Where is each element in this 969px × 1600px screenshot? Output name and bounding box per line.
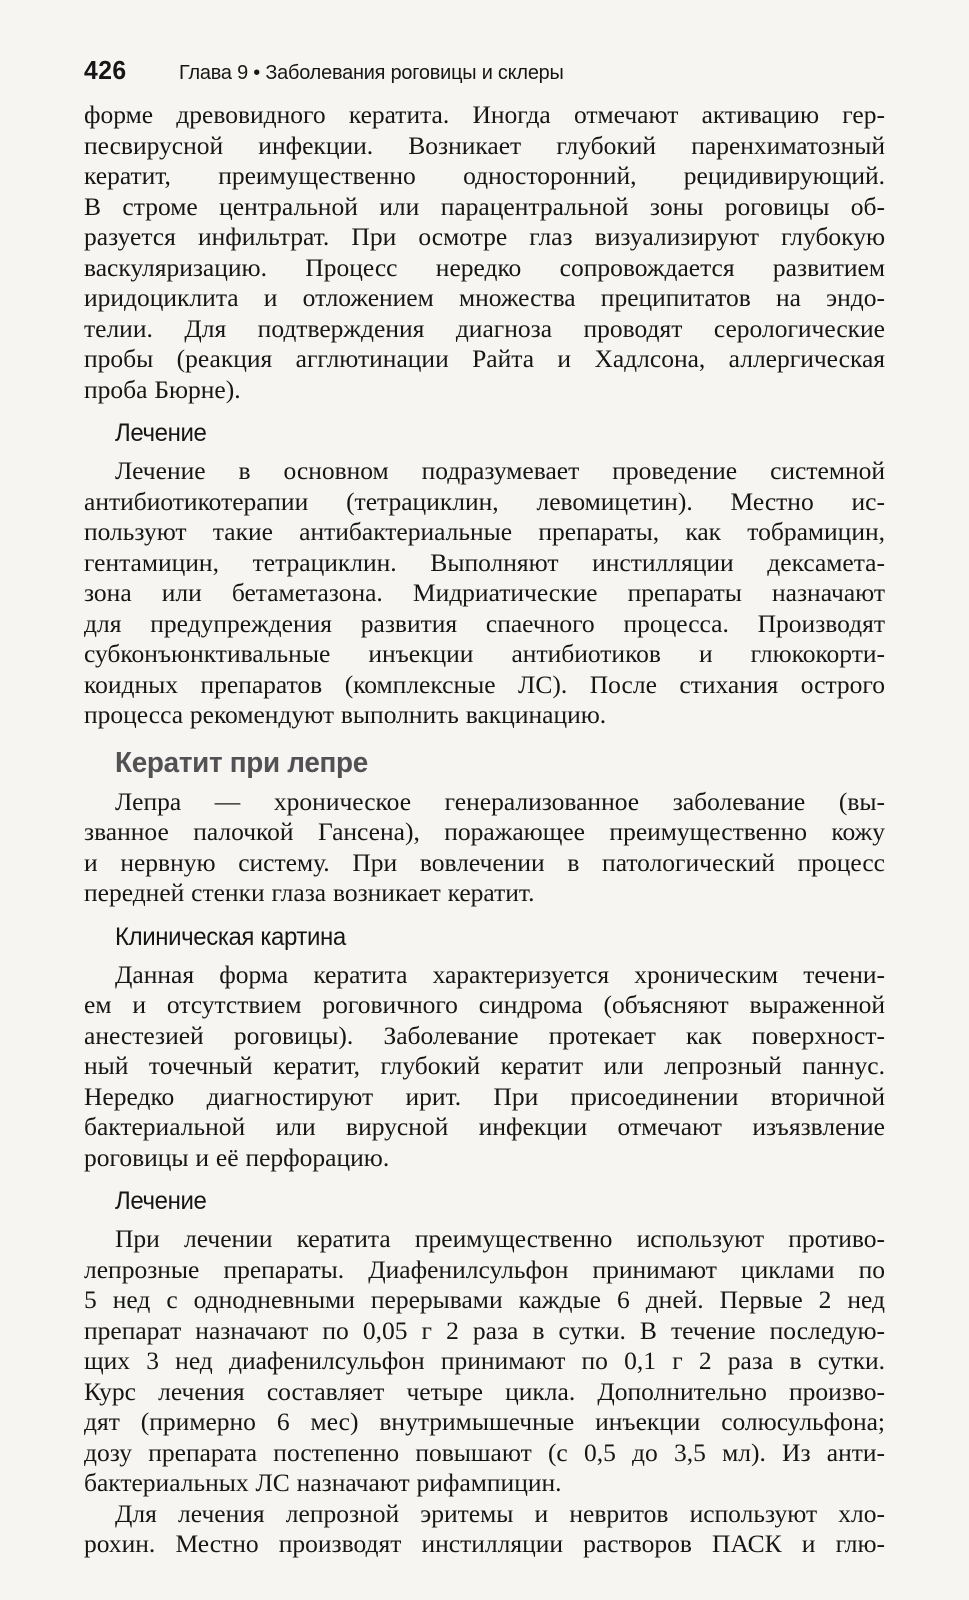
text-line: ный точечный кератит, глубокий кератит или лепрозный паннус. bbox=[84, 1051, 885, 1080]
text-line: роговицы и её перфорацию. bbox=[84, 1142, 390, 1172]
text-line: 5 нед с однодневными перерывами каждые 6 дней. Первые 2 нед bbox=[84, 1285, 885, 1314]
text-line: антибиотикотерапии (тетрациклин, левомицетин). Местно ис- bbox=[84, 486, 885, 516]
text-line: телии. Для подтверждения диагноза проводят серологические bbox=[84, 313, 885, 343]
page-number: 426 bbox=[84, 55, 127, 85]
text-line: лепрозные препараты. Диафенилсульфон принимают циклами по bbox=[84, 1254, 885, 1284]
text-line: васкуляризацию. Процесс нередко сопровождается развитием bbox=[84, 252, 885, 282]
subheading: Лечение bbox=[115, 419, 207, 447]
text-line: препарат назначают по 0,05 г 2 раза в сутки. В течение последую- bbox=[84, 1315, 885, 1345]
text-line: иридоциклита и отложением множества преципитатов на эндо- bbox=[84, 283, 885, 312]
text-line: Курс лечения составляет четыре цикла. Дополнительно произво- bbox=[84, 1376, 885, 1406]
text-line: разуется инфильтрат. При осмотре глаз визуализируют глубокую bbox=[84, 222, 885, 251]
text-line: проба Бюрне). bbox=[84, 374, 241, 404]
text-line: гентамицин, тетрациклин. Выполняют инстилляции дексамета- bbox=[84, 547, 885, 577]
text-line: В строме центральной или парацентральной зоны роговицы об- bbox=[84, 191, 885, 221]
text-line: зона или бетаметазона. Мидриатические препараты назначают bbox=[84, 578, 885, 607]
text-line: и нервную систему. При вовлечении в патологический процесс bbox=[84, 847, 885, 877]
text-line: передней стенки глаза возникает кератит. bbox=[84, 878, 535, 907]
text-line: званное палочкой Гансена), поражающее преимущественно кожу bbox=[84, 817, 885, 846]
text-line: пробы (реакция агглютинации Райта и Хадлсона, аллергическая bbox=[84, 344, 885, 373]
text-line: Лечение в основном подразумевает проведение системной bbox=[115, 456, 885, 485]
text-line: кератит, преимущественно односторонний, рецидивирующий. bbox=[84, 161, 885, 190]
text-line: ем и отсутствием роговичного синдрома (объясняют выраженной bbox=[84, 990, 885, 1019]
text-line: форме древовидного кератита. Иногда отмечают активацию гер- bbox=[84, 100, 885, 129]
text-line: щих 3 нед диафенилсульфон принимают по 0,1 г 2 раза в сутки. bbox=[84, 1346, 885, 1375]
text-line: бактериальных ЛС назначают рифампицин. bbox=[84, 1468, 562, 1497]
paragraph bbox=[84, 960, 885, 1174]
text-line: процесса рекомендуют выполнить вакцинацию. bbox=[84, 700, 607, 729]
text-line: Для лечения лепрозной эритемы и невритов используют хло- bbox=[115, 1498, 885, 1528]
subheading: Клиническая картина bbox=[115, 922, 346, 951]
paragraph bbox=[84, 456, 885, 731]
paragraph bbox=[84, 787, 885, 909]
page-content bbox=[84, 100, 885, 1560]
text-line: дозу препарата постепенно повышают (с 0,5 до 3,5 мл). Из анти- bbox=[84, 1437, 885, 1467]
running-header bbox=[84, 55, 885, 85]
text-line: субконъюнктивальные инъекции антибиотиков и глюкокорти- bbox=[84, 639, 885, 668]
text-line: Нередко диагностируют ирит. При присоединении вторичной bbox=[84, 1081, 885, 1111]
section-heading: Кератит при лепре bbox=[115, 746, 368, 779]
text-line: рохин. Местно производят инстилляции растворов ПАСК и глю- bbox=[84, 1529, 885, 1558]
subheading: Лечение bbox=[115, 1187, 207, 1215]
paragraph bbox=[84, 1499, 885, 1560]
text-line: песвирусной инфекции. Возникает глубокий паренхиматозный bbox=[84, 130, 885, 160]
text-line: анестезией роговицы). Заболевание протекает как поверхност- bbox=[84, 1020, 885, 1050]
text-line: Данная форма кератита характеризуется хроническим течени- bbox=[115, 959, 885, 989]
paragraph bbox=[84, 100, 885, 405]
text-line: коидных препаратов (комплексные ЛС). После стихания острого bbox=[84, 669, 885, 699]
chapter-title: Глава 9 • Заболевания роговицы и склеры bbox=[178, 61, 564, 84]
text-line: Лепра — хроническое генерализованное заболевание (вы- bbox=[115, 786, 885, 816]
text-line: бактериальной или вирусной инфекции отмечают изъязвление bbox=[84, 1112, 885, 1141]
text-line: для предупреждения развития спаечного процесса. Производят bbox=[84, 608, 885, 638]
text-line: дят (примерно 6 мес) внутримышечные инъекции солюсульфона; bbox=[84, 1407, 885, 1436]
paragraph bbox=[84, 1224, 885, 1499]
text-line: При лечении кератита преимущественно используют противо- bbox=[115, 1224, 885, 1253]
text-line: пользуют такие антибактериальные препараты, как тобрамицин, bbox=[84, 517, 885, 546]
